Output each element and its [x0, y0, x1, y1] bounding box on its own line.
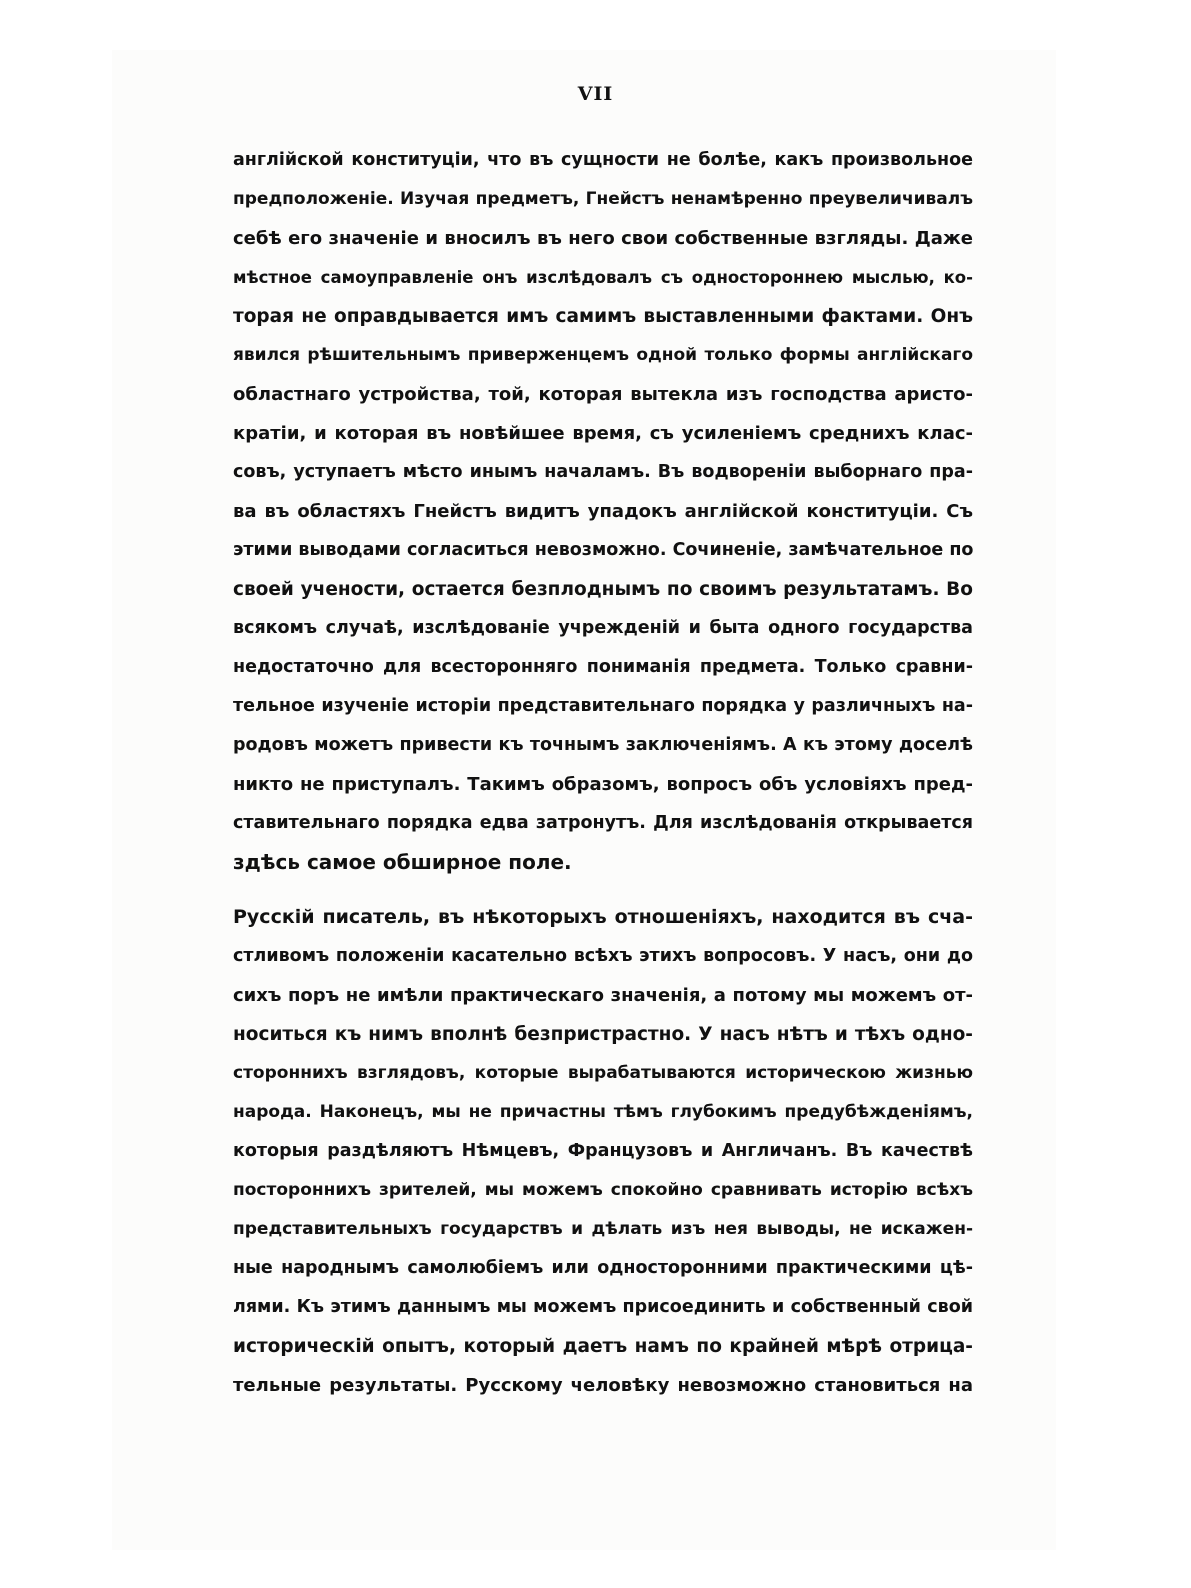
- text-line: народа. Наконецъ, мы не причастны тѣмъ глубокимъ предубѣжденіямъ,: [233, 1102, 973, 1122]
- text-line: совъ, уступаетъ мѣсто инымъ началамъ. Въ водвореніи выборнаго пра-: [233, 462, 973, 482]
- text-line: историческій опытъ, который даетъ намъ по крайней мѣрѣ отрица-: [233, 1336, 973, 1357]
- text-line: областнаго устройства, той, которая вытекла изъ господства аристо-: [233, 384, 973, 405]
- text-line: своей учености, остается безплоднымъ по своимъ результатамъ. Во: [233, 579, 973, 600]
- text-line: родовъ можетъ привести къ точнымъ заключеніямъ. А къ этому доселѣ: [233, 735, 973, 755]
- text-line: которыя раздѣляютъ Нѣмцевъ, Французовъ и Англичанъ. Въ качествѣ: [233, 1141, 973, 1161]
- paragraph-2: [233, 898, 973, 1405]
- page-number: VII: [577, 83, 614, 105]
- text-line: постороннихъ зрителей, мы можемъ спокойно сравнивать исторію всѣхъ: [233, 1180, 973, 1200]
- paragraph-1: [233, 141, 973, 882]
- text-line: недостаточно для всесторонняго пониманія предмета. Только сравни-: [233, 657, 973, 677]
- text-line: носиться къ нимъ вполнѣ безпристрастно. У насъ нѣтъ и тѣхъ одно-: [233, 1024, 973, 1045]
- text-line: стороннихъ взглядовъ, которые вырабатываются историческою жизнью: [233, 1063, 973, 1083]
- text-line: явился рѣшительнымъ приверженцемъ одной только формы англійскаго: [233, 345, 973, 365]
- text-line: никто не приступалъ. Такимъ образомъ, вопросъ объ условіяхъ пред-: [233, 774, 973, 795]
- text-line: этими выводами согласиться невозможно. Сочиненіе, замѣчательное по: [233, 540, 973, 560]
- text-line: стливомъ положеніи касательно всѣхъ этихъ вопросовъ. У насъ, они до: [233, 946, 973, 966]
- text-line: лями. Къ этимъ даннымъ мы можемъ присоединить и собственный свой: [233, 1297, 973, 1317]
- text-line: тельное изученіе исторіи представительнаго порядка у различныхъ на-: [233, 696, 973, 716]
- text-line: здѣсь самое обширное поле.: [233, 850, 572, 874]
- text-line: ные народнымъ самолюбіемъ или односторонними практическими цѣ-: [233, 1258, 973, 1278]
- text-line: англійской конституціи, что въ сущности не болѣе, какъ произвольное: [233, 150, 973, 170]
- text-line: ва въ областяхъ Гнейстъ видитъ упадокъ англійской конституціи. Съ: [233, 501, 973, 522]
- text-line: представительныхъ государствъ и дѣлать изъ нея выводы, не искажен-: [233, 1219, 973, 1239]
- text-line: кратіи, и которая въ новѣйшее время, съ усиленіемъ среднихъ клас-: [233, 423, 973, 444]
- text-line: всякомъ случаѣ, изслѣдованіе учрежденій и быта одного государства: [233, 618, 973, 638]
- text-line: предположеніе. Изучая предметъ, Гнейстъ ненамѣренно преувеличивалъ: [233, 189, 973, 209]
- text-line: ставительнаго порядка едва затронутъ. Для изслѣдованія открывается: [233, 813, 973, 833]
- text-line: мѣстное самоуправленіе онъ изслѣдовалъ съ одностороннею мыслью, ко-: [233, 268, 973, 287]
- text-line: Русскій писатель, въ нѣкоторыхъ отношеніяхъ, находится въ сча-: [233, 906, 973, 928]
- text-line: торая не оправдывается имъ самимъ выставленными фактами. Онъ: [233, 306, 973, 327]
- text-line: себѣ его значеніе и вносилъ въ него свои собственные взгляды. Даже: [233, 228, 973, 249]
- text-line: сихъ поръ не имѣли практическаго значенія, а потому мы можемъ от-: [233, 985, 973, 1006]
- text-line: тельные результаты. Русскому человѣку невозможно становиться на: [233, 1375, 973, 1396]
